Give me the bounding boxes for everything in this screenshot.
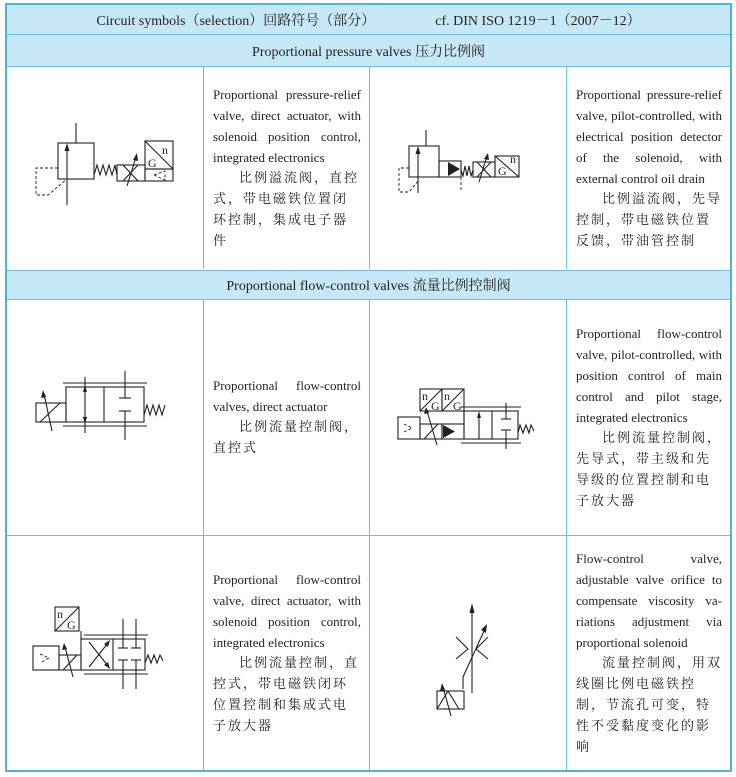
description-cell xyxy=(203,299,369,535)
description-en: Proportional pressure-relief valve, direct actuator, with solenoid position control, integrated electronics xyxy=(213,87,361,165)
table-title: Circuit symbols（selection）回路符号（部分） xyxy=(96,13,376,29)
symbol-cell xyxy=(7,299,203,535)
description-zh: 比例流量控制，直控式，带电磁铁闭环位置控制和集成式电子放大器 xyxy=(213,656,360,734)
description-cell xyxy=(566,67,730,269)
description-en: Flow-control valve, adjustable valve orifice to compensate viscosity va-riations adjustment via proportional solenoid xyxy=(576,551,722,650)
g-label: G xyxy=(148,156,157,170)
description-cell xyxy=(566,536,730,770)
description-en: Proportional pressure-relief valve, pilot-controlled, with electrical position detector of the solenoid, with external control oil drain xyxy=(576,87,722,186)
table-row xyxy=(7,536,730,770)
n-label: n xyxy=(422,389,428,403)
proportional-flow-control-valve-direct-icon xyxy=(30,367,180,467)
g-label: G xyxy=(67,618,76,632)
proportional-pressure-relief-valve-pilot-icon xyxy=(393,118,543,218)
proportional-flow-control-valve-solenoid-position-icon xyxy=(30,603,180,703)
description-zh: 比例流量控制阀，直控式 xyxy=(213,420,360,456)
description-zh: 比例流量控制阀，先导式，带主级和先导级的位置控制和电子放大器 xyxy=(576,430,723,509)
table-row xyxy=(7,67,730,269)
description-zh: 流量控制阀，用双线圈比例电磁铁控制，节流孔可变，特性不受黏度变化的影响 xyxy=(576,656,723,755)
description-zh: 比例溢流阀，先导控制，带电磁铁位置反馈，带油管控制 xyxy=(576,192,723,249)
section-header-pressure xyxy=(7,35,730,67)
proportional-flow-control-valve-pilot-icon xyxy=(393,367,543,467)
section-title: Proportional flow-control valves 流量比例控制阀 xyxy=(226,279,511,294)
section-title: Proportional pressure valves 压力比例阀 xyxy=(252,44,485,60)
g-label: G xyxy=(498,164,507,178)
symbol-cell xyxy=(369,67,566,269)
g-label: G xyxy=(431,399,440,413)
proportional-pressure-relief-valve-direct-icon xyxy=(30,113,180,223)
table-row xyxy=(7,299,730,536)
description-cell xyxy=(203,536,369,770)
n-label: n xyxy=(510,152,516,166)
symbol-cell xyxy=(369,299,566,535)
n-label: n xyxy=(57,607,63,621)
symbol-cell xyxy=(7,67,203,269)
description-en: Proportional flow-control valve, pilot-controlled, with position control of main control and pilot stage, integrated electronics xyxy=(576,325,722,425)
section-header-flow xyxy=(7,270,730,300)
description-en: Proportional flow-control valves, direct actuator xyxy=(213,378,361,414)
n-label: n xyxy=(444,389,450,403)
description-en: Proportional flow-control valve, direct actuator, with solenoid position control, integrated electronics xyxy=(213,572,361,650)
description-cell xyxy=(566,299,730,535)
symbol-cell xyxy=(369,536,566,770)
n-label: n xyxy=(162,143,168,157)
description-cell xyxy=(203,67,369,269)
circuit-symbols-table xyxy=(5,3,732,772)
flow-control-valve-adjustable-orifice-icon xyxy=(418,593,518,713)
g-label: G xyxy=(453,399,462,413)
symbol-cell xyxy=(7,536,203,770)
table-reference: cf. DIN ISO 1219－1（2007－12） xyxy=(435,13,641,29)
description-zh: 比例溢流阀，直控式，带电磁铁位置闭环控制，集成电子器件 xyxy=(213,171,360,249)
table-header xyxy=(7,5,730,35)
